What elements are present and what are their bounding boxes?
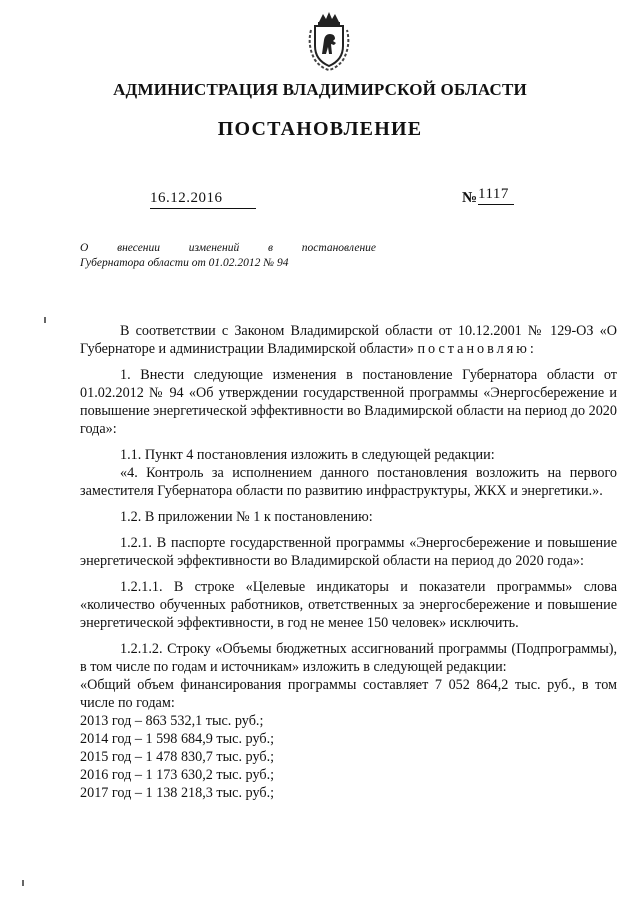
organization-name: АДМИНИСТРАЦИЯ ВЛАДИМИРСКОЙ ОБЛАСТИ (113, 80, 527, 99)
funding-year: 2013 год – 863 532,1 тыс. руб.; (80, 713, 264, 729)
funding-year: 2016 год – 1 173 630,2 тыс. руб.; (80, 767, 275, 783)
intro-text: В соответствии с Законом Владимирской области от 10.12.2001 № 129-ОЗ «О Губернаторе и администрации Владимирской области» (80, 323, 617, 357)
document-title: ПОСТАНОВЛЕНИЕ (217, 118, 423, 140)
document-date: 16.12.2016 (150, 190, 256, 209)
paragraph-1-2-1-1: 1.2.1.1. В строке «Целевые индикаторы и показатели программы» слова «количество обученных работников, ответственных за энергосбережение и повышение энергетической эффективности, в год не менее 150 человек» исключить. (80, 579, 617, 631)
scan-mark (22, 880, 24, 886)
paragraph-1-2: 1.2. В приложении № 1 к постановлению: (120, 509, 373, 525)
document-body (80, 322, 617, 802)
funding-total: «Общий объем финансирования программы составляет 7 052 864,2 тыс. руб., в том числе по годам: (80, 677, 617, 711)
funding-year: 2015 год – 1 478 830,7 тыс. руб.; (80, 749, 275, 765)
funding-year: 2017 год – 1 138 218,3 тыс. руб.; (80, 785, 275, 801)
subject-line-2: Губернатора области от 01.02.2012 № 94 (80, 257, 289, 269)
coat-of-arms-icon (305, 10, 353, 72)
document-number: 1117 (478, 186, 514, 205)
paragraph-1-2-1: 1.2.1. В паспорте государственной программы «Энергосбережение и повышение энергетической эффективности во Владимирской области на период до 2020 года»: (80, 535, 617, 569)
paragraph-1-1-quote: «4. Контроль за исполнением данного постановления возложить на первого заместителя Губернатора области по развитию инфраструктуры, ЖКХ и энергетики.». (80, 465, 617, 499)
paragraph-1-1: 1.1. Пункт 4 постановления изложить в следующей редакции: (120, 447, 495, 463)
intro-paragraph (80, 322, 617, 358)
intro-keyword: постановляю: (417, 341, 537, 357)
number-label: № (462, 190, 478, 206)
document-subject (80, 241, 376, 271)
funding-year: 2014 год – 1 598 684,9 тыс. руб.; (80, 731, 275, 747)
scan-mark (44, 317, 46, 323)
subject-line-1: О внесении изменений в постановление (80, 242, 376, 254)
paragraph-1-2-1-2: 1.2.1.2. Строку «Объемы бюджетных ассигнований программы (Подпрограммы), в том числе по годам и источникам» изложить в следующей редакции: (80, 641, 617, 675)
paragraph-1: 1. Внести следующие изменения в постановление Губернатора области от 01.02.2012 № 94 «Об утверждении государственной программы «Энергосбережение и повышение энергетической эффективности во Владимирской области на период до 2020 года»: (80, 367, 617, 437)
